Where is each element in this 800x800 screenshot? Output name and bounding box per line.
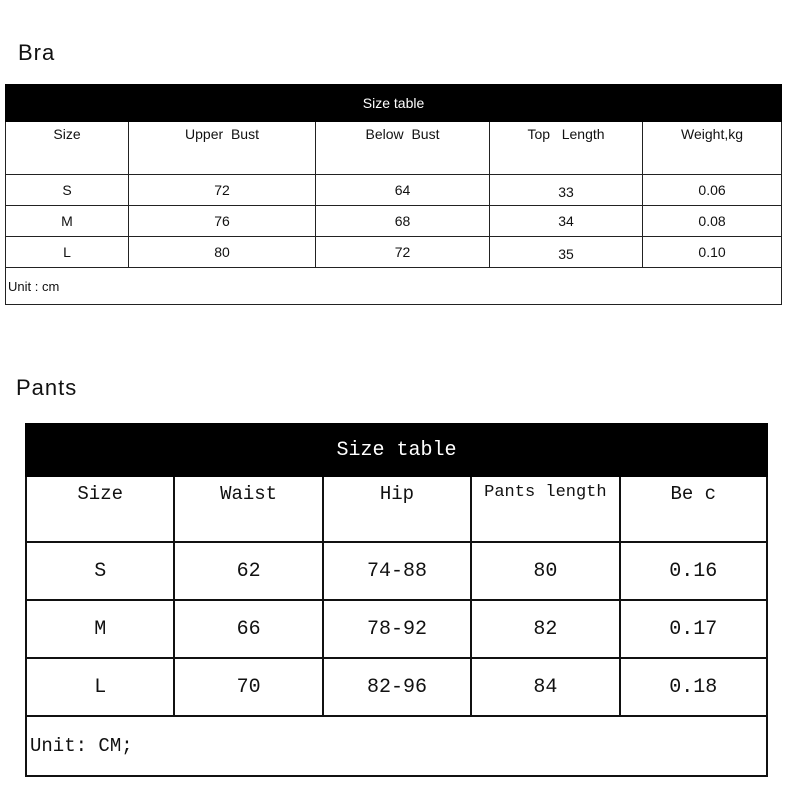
table-row [6,237,782,268]
pants-header-row [26,476,767,542]
bra-unit-note: Unit : cm [6,268,782,305]
pants-cell-hip: 82-96 [323,658,471,716]
pants-cell-hip: 78-92 [323,600,471,658]
bra-col-size: Size [6,122,129,175]
pants-col-hip: Hip [323,476,471,542]
bra-size-table [5,84,782,305]
table-row [26,600,767,658]
bra-cell-top-length: 33 [490,175,643,206]
bra-cell-upper-bust: 72 [129,175,316,206]
pants-table-title: Size table [26,424,767,476]
table-row [26,542,767,600]
pants-col-weight: Be c [620,476,767,542]
bra-cell-weight: 0.06 [643,175,782,206]
bra-section-heading: Bra [18,40,56,65]
bra-col-upper-bust: Upper Bust [129,122,316,175]
bra-cell-weight: 0.08 [643,206,782,237]
pants-cell-size: M [26,600,174,658]
table-row [6,206,782,237]
bra-cell-upper-bust: 76 [129,206,316,237]
pants-cell-pants-length: 80 [471,542,619,600]
bra-cell-weight: 0.10 [643,237,782,268]
pants-cell-waist: 62 [174,542,322,600]
pants-cell-weight: 0.18 [620,658,767,716]
bra-cell-top-length: 35 [490,237,643,268]
table-row [26,658,767,716]
pants-size-table [25,423,768,777]
table-row [6,175,782,206]
bra-col-top-length: Top Length [490,122,643,175]
pants-cell-weight: 0.16 [620,542,767,600]
bra-col-weight: Weight,kg [643,122,782,175]
pants-cell-size: L [26,658,174,716]
bra-cell-below-bust: 68 [316,206,490,237]
bra-cell-size: L [6,237,129,268]
pants-cell-pants-length: 84 [471,658,619,716]
bra-cell-size: M [6,206,129,237]
bra-col-below-bust: Below Bust [316,122,490,175]
pants-col-size: Size [26,476,174,542]
bra-cell-below-bust: 64 [316,175,490,206]
pants-cell-pants-length: 82 [471,600,619,658]
pants-col-pants-length: Pants length [471,476,619,542]
bra-header-row [6,122,782,175]
pants-cell-size: S [26,542,174,600]
pants-cell-hip: 74-88 [323,542,471,600]
bra-cell-upper-bust: 80 [129,237,316,268]
bra-table-title: Size table [6,85,782,122]
pants-cell-waist: 70 [174,658,322,716]
pants-unit-note: Unit: CM; [26,716,767,776]
bra-cell-top-length: 34 [490,206,643,237]
bra-cell-below-bust: 72 [316,237,490,268]
pants-section-heading: Pants [16,375,78,400]
bra-cell-size: S [6,175,129,206]
pants-col-waist: Waist [174,476,322,542]
pants-cell-weight: 0.17 [620,600,767,658]
pants-cell-waist: 66 [174,600,322,658]
